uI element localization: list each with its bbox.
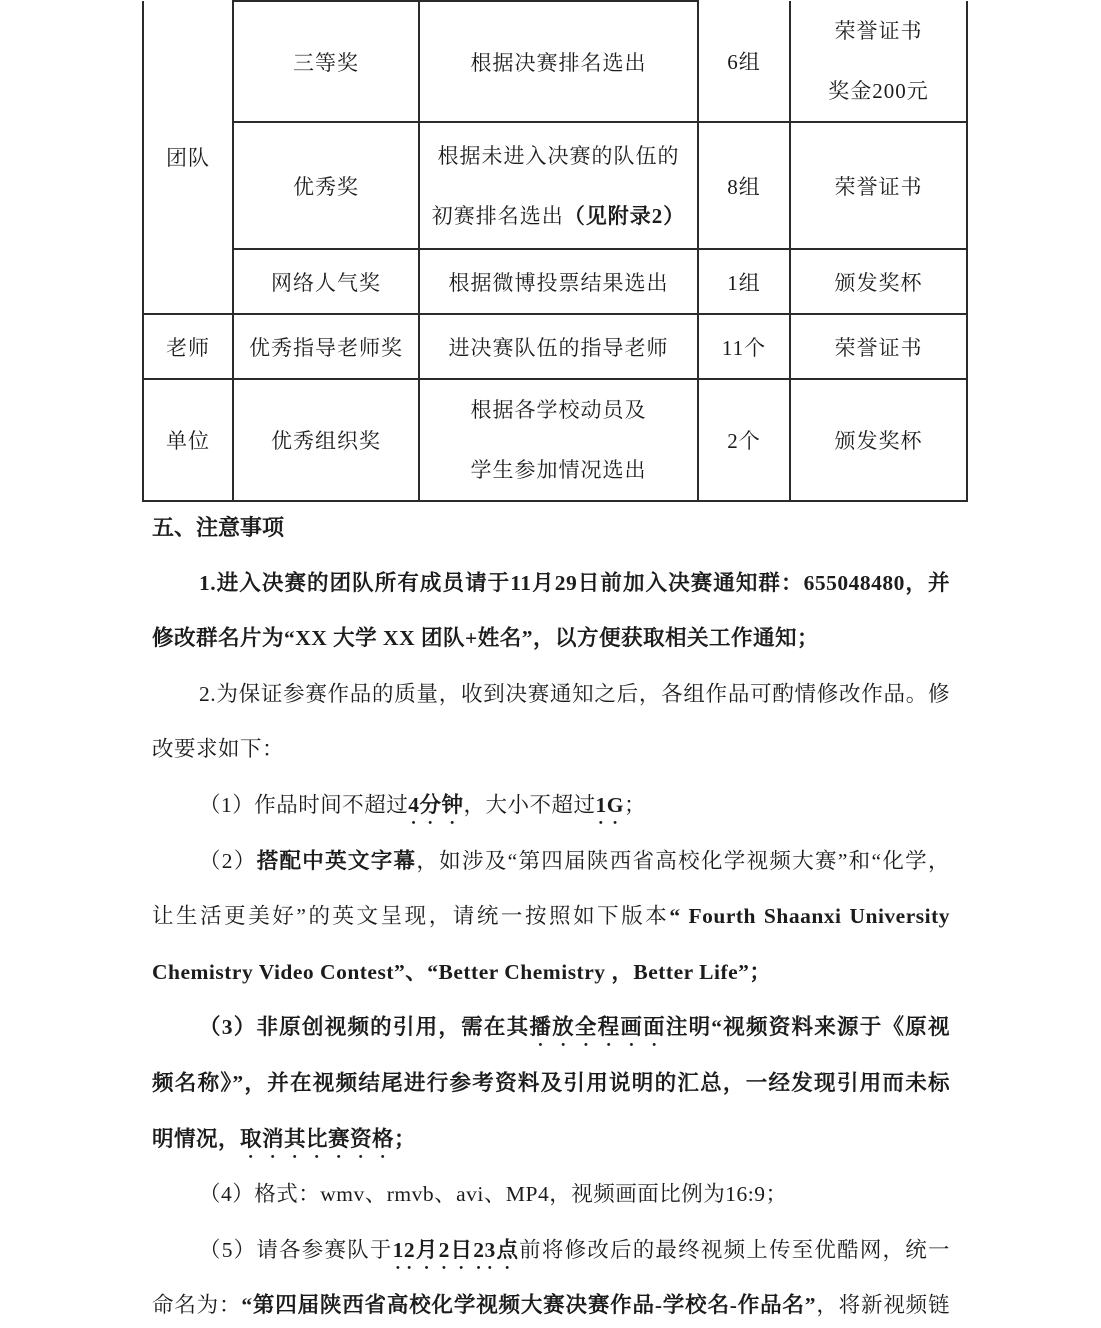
table-cell-award-excellence <box>233 122 419 249</box>
cell-text: 团队 <box>166 146 210 170</box>
note-text-segment: （3）非原创视频的引用，需在其 <box>199 1015 530 1040</box>
note-text-segment: ； <box>624 792 647 817</box>
cell-text: 优秀奖 <box>293 174 359 199</box>
note-text-segment: （5）请各参赛队于 <box>199 1237 393 1262</box>
note-line <box>152 834 950 890</box>
cell-text: 6组 <box>727 50 761 74</box>
note-text-segment: “第四届陕西省高校化学视频大赛决赛作品-学校名-作品名” <box>241 1293 817 1318</box>
table-row <box>143 379 967 501</box>
table-cell-count <box>698 379 790 501</box>
cell-text: 1组 <box>727 270 761 295</box>
cell-text: 优秀组织奖 <box>271 429 381 453</box>
note-text-segment: 注明“视频资料来源于《原视 <box>665 1015 950 1040</box>
cell-text: 颁发奖杯 <box>834 429 923 453</box>
table-cell-award-popularity <box>233 249 419 314</box>
cell-text: 颁发奖杯 <box>834 270 923 295</box>
note-text-segment: 2.为保证参赛作品的质量，收到决赛通知之后，各组作品可酌情修改作品。修 <box>199 681 950 706</box>
cell-text: 荣誉证书 <box>834 19 923 43</box>
table-cell-count <box>698 122 790 249</box>
note-text-segment: 前将修改后的最终视频上传至优酷网，统一 <box>519 1237 950 1262</box>
table-cell-count <box>698 1 790 122</box>
cell-text: 优秀指导老师奖 <box>249 335 403 360</box>
note-text-segment: “ Fourth Shaanxi University <box>669 904 950 929</box>
table-row <box>143 1 967 122</box>
note-line <box>152 778 950 834</box>
note-text-segment: 明情况， <box>152 1126 241 1151</box>
cell-text: 根据微博投票结果选出 <box>448 270 669 295</box>
note-text-segment: 让生活更美好”的英文呈现，请统一按照如下版本 <box>152 904 670 929</box>
cell-text: 根据各学校动员及 <box>470 398 647 422</box>
table-cell-prize <box>790 249 967 314</box>
note-text-segment: ； <box>394 1126 417 1151</box>
table-cell-award-third-prize <box>233 1 419 122</box>
cell-text: 11个 <box>721 335 767 360</box>
note-line <box>152 889 950 945</box>
note-line <box>152 667 950 723</box>
cell-text: 8组 <box>727 174 761 199</box>
note-text-segment: 改要求如下： <box>152 737 285 762</box>
note-text-segment: 1G <box>595 792 625 817</box>
note-line <box>152 1112 950 1168</box>
table-cell-award-advisor <box>233 314 419 379</box>
cell-text: 单位 <box>166 429 210 453</box>
cell-text: 荣誉证书 <box>834 335 923 360</box>
cell-text: 奖金200元 <box>828 79 929 103</box>
section-heading: 五、注意事项 <box>152 515 285 540</box>
table-cell-criteria-weibo-votes <box>419 249 698 314</box>
table-cell-count <box>698 314 790 379</box>
table-cell-prize <box>790 379 967 501</box>
table-row <box>143 249 967 314</box>
note-text-segment: 4分钟 <box>408 792 464 817</box>
note-text-segment: ，大小不超过 <box>463 792 596 817</box>
cell-text: 荣誉证书 <box>834 174 923 199</box>
table-cell-prize <box>790 122 967 249</box>
note-text-segment: （2） <box>199 848 257 873</box>
note-text-segment: 修改群名片为“XX 大学 XX 团队+姓名”，以方便获取相关工作通知； <box>152 626 819 651</box>
note-line <box>152 1000 950 1056</box>
cell-text: 网络人气奖 <box>271 270 381 295</box>
note-line <box>152 1278 950 1328</box>
table-cell-award-organization <box>233 379 419 501</box>
note-text-segment: 取消其比赛资格 <box>240 1126 395 1151</box>
cell-text: 初赛排名选出（见附录2） <box>431 203 686 228</box>
cell-text: 三等奖 <box>293 50 359 75</box>
table-row <box>143 122 967 249</box>
note-text-segment: 1.进入决赛的团队所有成员请于11月29日前加入决赛通知群：655048480，并 <box>199 570 950 595</box>
table-cell-category-organization <box>143 379 233 501</box>
cell-text: 学生参加情况选出 <box>470 458 647 482</box>
note-text-segment: ，如涉及“第四届陕西省高校化学视频大赛”和“化学， <box>416 848 950 873</box>
table-cell-criteria-final-ranking <box>419 1 698 122</box>
notes-lines <box>152 556 950 1328</box>
table-row <box>143 314 967 379</box>
note-line <box>152 1223 950 1279</box>
table-cell-criteria-preliminary-ranking <box>419 122 698 249</box>
note-line <box>152 945 950 1001</box>
note-text-segment: 12月2日23点 <box>392 1237 520 1262</box>
table-cell-category-teacher <box>143 314 233 379</box>
note-line <box>152 1056 950 1112</box>
award-table <box>142 0 968 502</box>
note-text-segment: 搭配中英文字幕 <box>256 848 417 873</box>
cell-text: 2个 <box>727 429 761 453</box>
note-line <box>152 1167 950 1223</box>
note-text-segment: 频名称》”，并在视频结尾进行参考资料及引用说明的汇总，一经发现引用而未标 <box>152 1070 950 1095</box>
note-text-segment: （1）作品时间不超过 <box>199 792 409 817</box>
cell-text: 进决赛队伍的指导老师 <box>448 335 669 360</box>
notes-section <box>152 500 950 1328</box>
cell-text: 老师 <box>166 335 210 360</box>
note-line <box>152 722 950 778</box>
table-cell-category-team <box>143 1 233 314</box>
note-text-segment: 命名为： <box>152 1293 242 1318</box>
note-text-segment: 播放全程画面 <box>529 1015 666 1040</box>
table-cell-prize <box>790 1 967 122</box>
note-text-segment: ，将新视频链 <box>816 1293 950 1318</box>
cell-text: 根据决赛排名选出 <box>470 50 647 75</box>
cell-text: 根据未进入决赛的队伍的 <box>437 143 680 168</box>
table-cell-criteria-school-mobilization <box>419 379 698 501</box>
note-line <box>152 611 950 667</box>
table-cell-count <box>698 249 790 314</box>
table-cell-prize <box>790 314 967 379</box>
note-text-segment: （4）格式：wmv、rmvb、avi、MP4，视频画面比例为16:9； <box>199 1182 788 1207</box>
note-line <box>152 556 950 612</box>
note-text-segment: Chemistry Video Contest”、“Better Chemistry ，Better Life”； <box>152 959 772 984</box>
table-cell-criteria-finalist-advisor <box>419 314 698 379</box>
